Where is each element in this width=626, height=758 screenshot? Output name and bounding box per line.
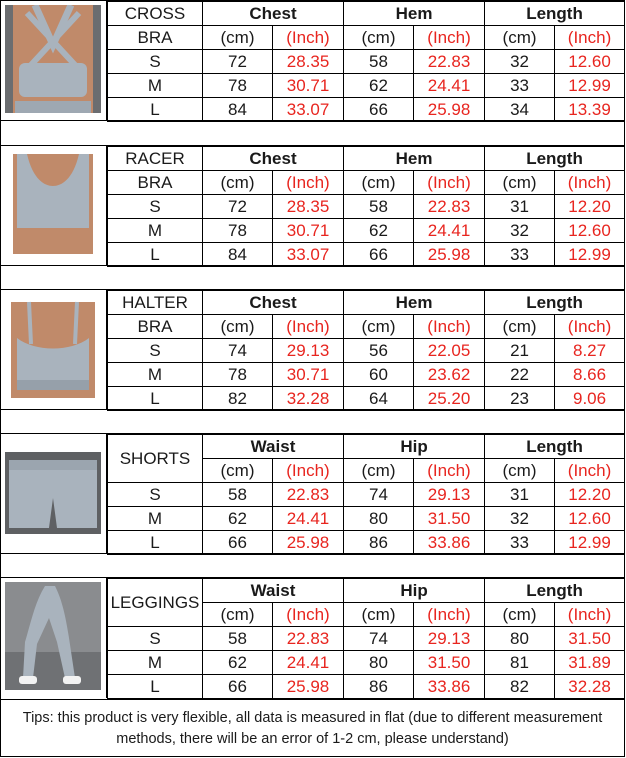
cell-inch: 33.86 xyxy=(414,531,485,555)
table-row xyxy=(108,219,625,243)
table-row xyxy=(108,339,625,363)
unit-inch: (Inch) xyxy=(414,315,485,339)
cell-cm: 80 xyxy=(344,507,414,531)
measure-header: Chest xyxy=(203,2,344,26)
cell-inch: 28.35 xyxy=(273,195,344,219)
cell-inch: 8.27 xyxy=(555,339,625,363)
cell-inch: 24.41 xyxy=(273,651,344,675)
size-label: M xyxy=(108,363,203,387)
product-photo-cell xyxy=(1,434,107,554)
cell-cm: 32 xyxy=(485,219,555,243)
cross-bra-section xyxy=(1,1,624,121)
cell-inch: 33.86 xyxy=(414,675,485,699)
size-table xyxy=(107,1,625,122)
cell-cm: 62 xyxy=(344,74,414,98)
cell-inch: 31.50 xyxy=(414,651,485,675)
table-row xyxy=(108,675,625,699)
cell-inch: 32.28 xyxy=(555,675,625,699)
cell-inch: 29.13 xyxy=(414,483,485,507)
measure-header: Waist xyxy=(203,435,344,459)
product-name-line1: CROSS xyxy=(108,2,203,26)
cell-cm: 80 xyxy=(485,627,555,651)
measure-header: Length xyxy=(485,291,625,315)
cell-cm: 78 xyxy=(203,74,273,98)
cell-inch: 12.99 xyxy=(555,74,625,98)
cell-inch: 12.99 xyxy=(555,243,625,267)
product-name-line1: HALTER xyxy=(108,291,203,315)
product-name-line1: RACER xyxy=(108,147,203,171)
unit-cm: (cm) xyxy=(485,603,555,627)
unit-cm: (cm) xyxy=(344,603,414,627)
cell-cm: 64 xyxy=(344,387,414,411)
product-photo-cell xyxy=(1,146,107,266)
halter-bra-section xyxy=(1,289,624,410)
cell-cm: 78 xyxy=(203,363,273,387)
unit-cm: (cm) xyxy=(485,315,555,339)
measure-header: Hem xyxy=(344,291,485,315)
unit-inch: (Inch) xyxy=(273,459,344,483)
size-label: L xyxy=(108,387,203,411)
tips-note: Tips: this product is very flexible, all data is measured in flat (due to different measurement methods, there will be an error of 1-2 cm, please understand) xyxy=(1,699,624,755)
size-table xyxy=(107,146,625,267)
cell-cm: 58 xyxy=(344,195,414,219)
unit-cm: (cm) xyxy=(203,603,273,627)
size-label: S xyxy=(108,483,203,507)
unit-cm: (cm) xyxy=(203,459,273,483)
cell-cm: 81 xyxy=(485,651,555,675)
cell-cm: 33 xyxy=(485,531,555,555)
cell-cm: 58 xyxy=(203,627,273,651)
unit-inch: (Inch) xyxy=(414,459,485,483)
cell-cm: 78 xyxy=(203,219,273,243)
size-label: S xyxy=(108,195,203,219)
table-row xyxy=(108,507,625,531)
unit-inch: (Inch) xyxy=(555,315,625,339)
cell-inch: 32.28 xyxy=(273,387,344,411)
unit-cm: (cm) xyxy=(344,171,414,195)
size-label: S xyxy=(108,339,203,363)
cell-inch: 29.13 xyxy=(414,627,485,651)
cell-inch: 24.41 xyxy=(414,74,485,98)
measure-header: Waist xyxy=(203,579,344,603)
measure-header: Hem xyxy=(344,147,485,171)
halter-bra-photo-icon xyxy=(5,294,101,402)
cell-cm: 74 xyxy=(203,339,273,363)
unit-inch: (Inch) xyxy=(555,603,625,627)
cell-inch: 25.98 xyxy=(273,675,344,699)
table-row xyxy=(108,483,625,507)
racer-bra-photo-icon xyxy=(5,150,101,258)
cell-inch: 13.39 xyxy=(555,98,625,122)
cell-cm: 33 xyxy=(485,243,555,267)
unit-cm: (cm) xyxy=(203,171,273,195)
cell-inch: 12.99 xyxy=(555,531,625,555)
size-table xyxy=(107,434,625,555)
measure-header: Length xyxy=(485,435,625,459)
cell-inch: 8.66 xyxy=(555,363,625,387)
unit-cm: (cm) xyxy=(485,459,555,483)
measure-header: Length xyxy=(485,147,625,171)
table-row xyxy=(108,74,625,98)
cell-cm: 82 xyxy=(203,387,273,411)
cell-inch: 30.71 xyxy=(273,74,344,98)
size-label: S xyxy=(108,627,203,651)
table-row xyxy=(108,363,625,387)
cell-cm: 62 xyxy=(203,651,273,675)
unit-inch: (Inch) xyxy=(555,459,625,483)
unit-cm: (cm) xyxy=(203,315,273,339)
cell-inch: 25.98 xyxy=(414,243,485,267)
cell-cm: 22 xyxy=(485,363,555,387)
cell-cm: 72 xyxy=(203,50,273,74)
product-name: LEGGINGS xyxy=(108,579,203,627)
cell-inch: 33.07 xyxy=(273,243,344,267)
size-label: L xyxy=(108,243,203,267)
cell-inch: 9.06 xyxy=(555,387,625,411)
cell-inch: 29.13 xyxy=(273,339,344,363)
table-row xyxy=(108,651,625,675)
cell-inch: 12.20 xyxy=(555,195,625,219)
unit-cm: (cm) xyxy=(203,26,273,50)
product-photo-cell xyxy=(1,290,107,410)
cell-inch: 22.83 xyxy=(273,483,344,507)
cell-cm: 23 xyxy=(485,387,555,411)
size-label: L xyxy=(108,531,203,555)
unit-inch: (Inch) xyxy=(414,171,485,195)
cell-inch: 12.20 xyxy=(555,483,625,507)
unit-cm: (cm) xyxy=(485,171,555,195)
cell-inch: 25.20 xyxy=(414,387,485,411)
product-photo-cell xyxy=(1,578,107,698)
unit-inch: (Inch) xyxy=(273,171,344,195)
measure-header: Hip xyxy=(344,435,485,459)
cell-inch: 22.83 xyxy=(414,195,485,219)
unit-inch: (Inch) xyxy=(273,26,344,50)
cell-inch: 33.07 xyxy=(273,98,344,122)
table-row xyxy=(108,531,625,555)
cell-cm: 80 xyxy=(344,651,414,675)
size-label: M xyxy=(108,219,203,243)
size-label: M xyxy=(108,507,203,531)
cell-inch: 22.83 xyxy=(273,627,344,651)
cell-cm: 60 xyxy=(344,363,414,387)
cell-inch: 31.50 xyxy=(414,507,485,531)
table-row xyxy=(108,98,625,122)
shorts-section xyxy=(1,433,624,554)
product-photo-cell xyxy=(1,1,107,121)
cell-cm: 84 xyxy=(203,98,273,122)
measure-header: Chest xyxy=(203,291,344,315)
unit-inch: (Inch) xyxy=(414,26,485,50)
racer-bra-section xyxy=(1,145,624,266)
measure-header: Length xyxy=(485,579,625,603)
cell-cm: 66 xyxy=(203,675,273,699)
unit-cm: (cm) xyxy=(485,26,555,50)
table-row xyxy=(108,50,625,74)
leggings-section xyxy=(1,577,624,699)
unit-cm: (cm) xyxy=(344,26,414,50)
cell-cm: 56 xyxy=(344,339,414,363)
cell-inch: 28.35 xyxy=(273,50,344,74)
size-label: M xyxy=(108,74,203,98)
measure-header: Hip xyxy=(344,579,485,603)
unit-inch: (Inch) xyxy=(555,171,625,195)
size-label: M xyxy=(108,651,203,675)
unit-inch: (Inch) xyxy=(414,603,485,627)
cell-inch: 12.60 xyxy=(555,507,625,531)
cell-cm: 32 xyxy=(485,507,555,531)
cell-cm: 32 xyxy=(485,50,555,74)
cell-cm: 34 xyxy=(485,98,555,122)
size-label: L xyxy=(108,98,203,122)
measure-header: Length xyxy=(485,2,625,26)
cell-cm: 58 xyxy=(344,50,414,74)
leggings-photo-icon xyxy=(5,582,101,690)
cell-cm: 84 xyxy=(203,243,273,267)
size-label: S xyxy=(108,50,203,74)
cell-cm: 62 xyxy=(203,507,273,531)
size-label: L xyxy=(108,675,203,699)
cell-inch: 24.41 xyxy=(414,219,485,243)
cell-cm: 74 xyxy=(344,627,414,651)
cell-inch: 31.89 xyxy=(555,651,625,675)
cell-cm: 21 xyxy=(485,339,555,363)
cell-inch: 25.98 xyxy=(273,531,344,555)
unit-cm: (cm) xyxy=(344,459,414,483)
cell-cm: 66 xyxy=(344,98,414,122)
cell-cm: 33 xyxy=(485,74,555,98)
cell-cm: 58 xyxy=(203,483,273,507)
cell-inch: 22.05 xyxy=(414,339,485,363)
cell-inch: 12.60 xyxy=(555,219,625,243)
table-row xyxy=(108,243,625,267)
cell-cm: 66 xyxy=(203,531,273,555)
cell-cm: 31 xyxy=(485,483,555,507)
product-name: SHORTS xyxy=(108,435,203,483)
cell-cm: 86 xyxy=(344,531,414,555)
product-name-line2: BRA xyxy=(108,171,203,195)
size-table xyxy=(107,290,625,411)
cell-inch: 23.62 xyxy=(414,363,485,387)
unit-inch: (Inch) xyxy=(273,603,344,627)
size-table xyxy=(107,578,625,699)
cell-inch: 22.83 xyxy=(414,50,485,74)
product-name-line2: BRA xyxy=(108,315,203,339)
cell-cm: 82 xyxy=(485,675,555,699)
product-name-line2: BRA xyxy=(108,26,203,50)
unit-inch: (Inch) xyxy=(555,26,625,50)
cross-bra-photo-icon xyxy=(5,5,101,113)
cell-inch: 24.41 xyxy=(273,507,344,531)
cell-cm: 86 xyxy=(344,675,414,699)
measure-header: Chest xyxy=(203,147,344,171)
cell-cm: 74 xyxy=(344,483,414,507)
cell-inch: 30.71 xyxy=(273,363,344,387)
cell-cm: 72 xyxy=(203,195,273,219)
table-row xyxy=(108,387,625,411)
shorts-photo-icon xyxy=(5,438,101,546)
cell-inch: 12.60 xyxy=(555,50,625,74)
table-row xyxy=(108,195,625,219)
cell-cm: 66 xyxy=(344,243,414,267)
cell-inch: 31.50 xyxy=(555,627,625,651)
unit-inch: (Inch) xyxy=(273,315,344,339)
table-row xyxy=(108,627,625,651)
measure-header: Hem xyxy=(344,2,485,26)
cell-inch: 30.71 xyxy=(273,219,344,243)
cell-inch: 25.98 xyxy=(414,98,485,122)
cell-cm: 31 xyxy=(485,195,555,219)
cell-cm: 62 xyxy=(344,219,414,243)
unit-cm: (cm) xyxy=(344,315,414,339)
